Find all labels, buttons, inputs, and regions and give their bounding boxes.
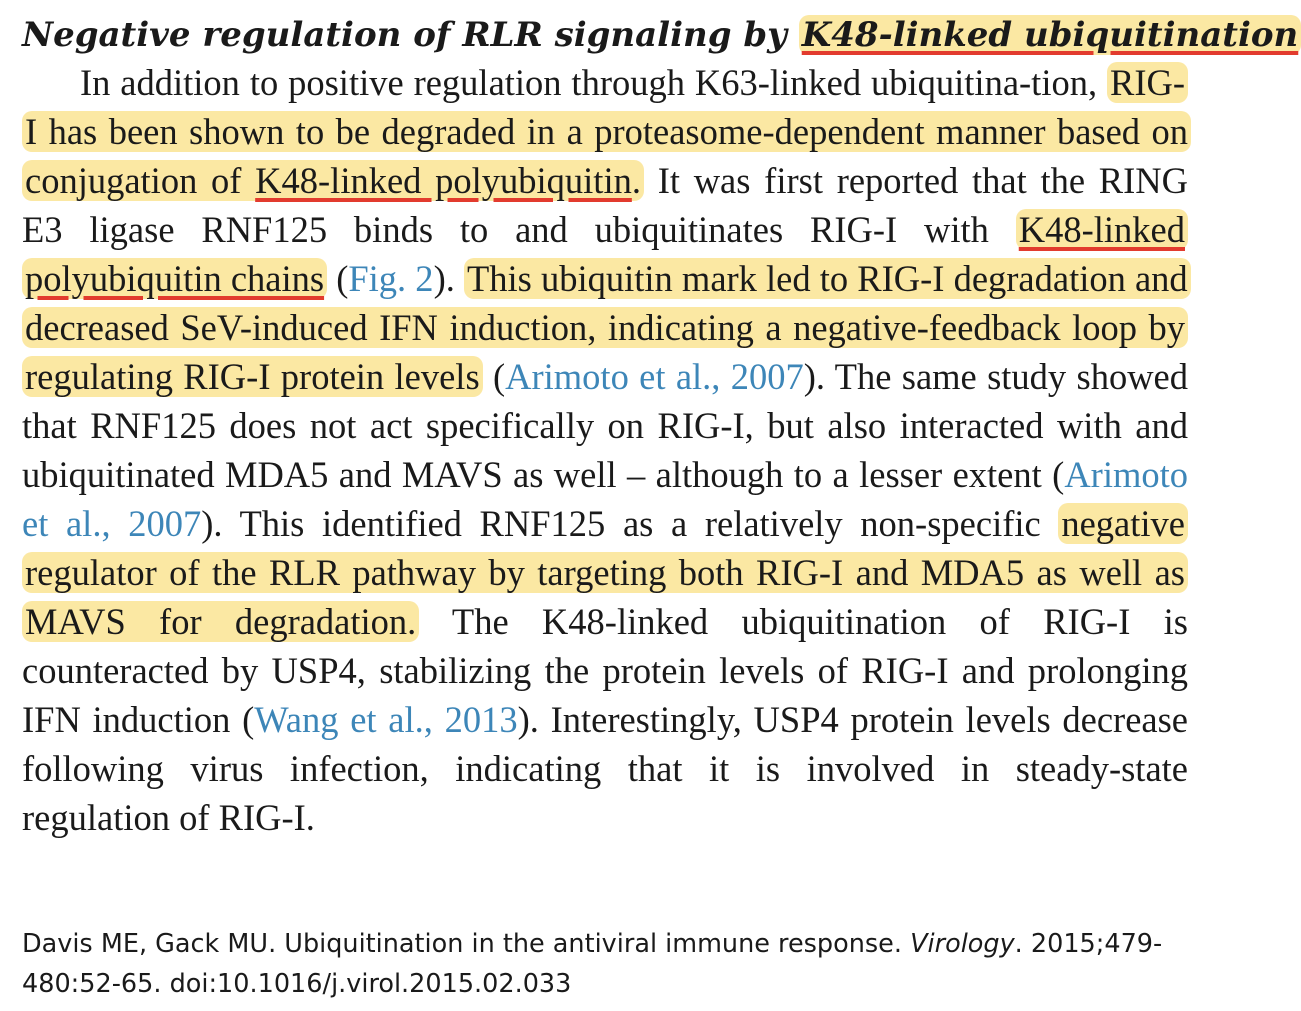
heading-text: Negative regulation of RLR signaling by bbox=[22, 15, 799, 55]
text-run: ( bbox=[482, 356, 506, 397]
figure-2-link[interactable]: Fig. 2 bbox=[348, 258, 434, 299]
underline-k48-polyubiquitin: K48-linked polyubiquitin bbox=[255, 160, 632, 201]
highlight-conjugation bbox=[22, 160, 644, 201]
text-run: It was first reported that the RING E3 ligase RNF125 binds to and ubiquitinates RIG-I with bbox=[22, 160, 1188, 250]
citation-details: . 2015;479-480:52-65. doi:10.1016/j.virol.2015.02.033 bbox=[22, 929, 1163, 999]
section-heading bbox=[22, 12, 1299, 58]
highlight-k48-chains: K48-linked polyubiquitin chains bbox=[22, 209, 1188, 299]
reference-link-arimoto-2007[interactable]: Arimoto et al., 2007 bbox=[505, 356, 804, 397]
text-run: ). The same study showed that RNF125 does not act specifically on RIG-I, but also interacted with and ubiquitinated MDA5 and MAVS as well – although to a lesser extent ( bbox=[22, 356, 1189, 495]
excerpt bbox=[22, 12, 1299, 842]
text-run: The K48-linked ubiquitination of RIG-I is counteracted by USP4, stabilizing the protein levels of RIG-I and prolonging IFN induction ( bbox=[22, 601, 1188, 740]
highlight-degradation: RIG-I has been shown to be degraded in a proteasome-dependent manner based on bbox=[22, 62, 1191, 152]
highlight-ubiquitin-mark: This ubiquitin mark led to RIG-I degradation and decreased SeV-induced IFN induction, indicating a negative-feedback loop by regulating RIG-I protein levels bbox=[22, 258, 1191, 397]
source-citation bbox=[22, 924, 1188, 1004]
reference-link-wang-2013[interactable]: Wang et al., 2013 bbox=[254, 699, 518, 740]
text-run: ). Interestingly, USP4 protein levels decrease following virus infection, indicating that it is involved in steady-state regulation of RIG-I. bbox=[22, 699, 1189, 838]
citation-journal: Virology bbox=[910, 929, 1015, 959]
reference-link-arimoto-2007-second[interactable]: Arimoto et al., 2007 bbox=[22, 454, 1188, 544]
highlight-negative-regulator: negative regulator of the RLR pathway by targeting both RIG-I and MDA5 as well as MAVS for degradation. bbox=[22, 503, 1188, 642]
text-run: ( bbox=[327, 258, 349, 299]
body-paragraph bbox=[22, 58, 1188, 842]
text-run: ). bbox=[433, 258, 464, 299]
text-run: In addition to positive regulation through K63-linked ubiquitina-tion, bbox=[80, 62, 1107, 103]
text-run: ). This identified RNF125 as a relatively non-specific bbox=[201, 503, 1059, 544]
heading-highlight-underlined: K48-linked ubiquitination bbox=[799, 15, 1301, 55]
citation-authors-title: Davis ME, Gack MU. Ubiquitination in the antiviral immune response. bbox=[22, 929, 911, 959]
text-run: conjugation of bbox=[25, 160, 256, 201]
text-run: . bbox=[631, 160, 641, 201]
